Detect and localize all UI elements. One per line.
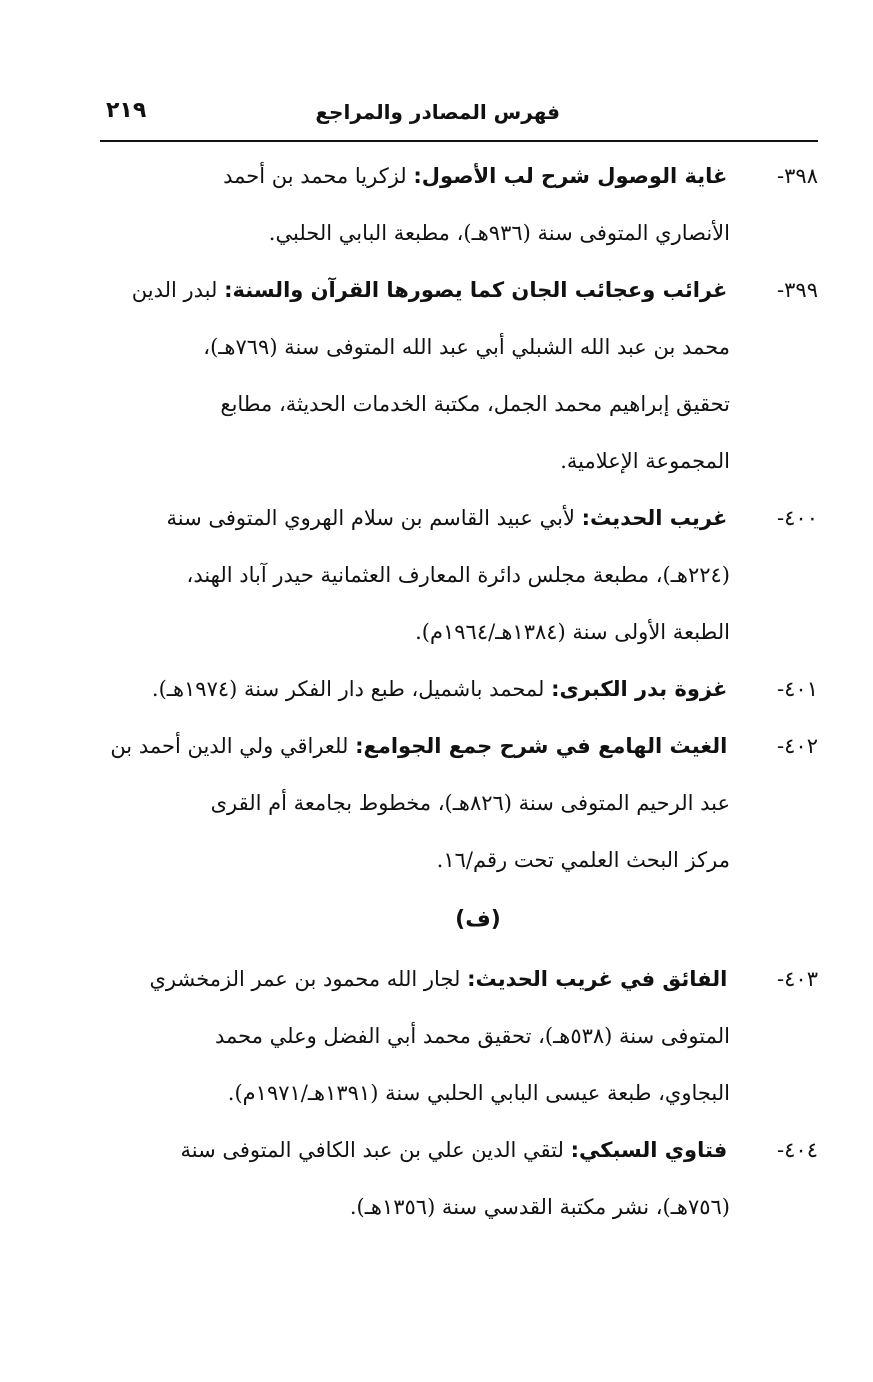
- bibliography-entry: [98, 490, 818, 661]
- entry-number: ٣٩٩-: [777, 278, 818, 302]
- entry-title: غزوة بدر الكبرى:: [551, 677, 728, 701]
- entry-text: للعراقي ولي الدين أحمد بن: [110, 734, 349, 758]
- entry-line: الأنصاري المتوفى سنة (٩٣٦هـ)، مطبعة البابي الحلبي.: [268, 221, 730, 245]
- bibliography-list: [98, 148, 818, 1236]
- entry-title: الغيث الهامع في شرح جمع الجوامع:: [355, 734, 728, 758]
- entry-line: المتوفى سنة (٥٣٨هـ)، تحقيق محمد أبي الفضل وعلي محمد: [214, 1024, 730, 1048]
- entry-number: ٤٠٤-: [777, 1138, 818, 1162]
- entry-line: تحقيق إبراهيم محمد الجمل، مكتبة الخدمات الحديثة، مطابع: [220, 392, 730, 416]
- entry-line: (٢٢٤هـ)، مطبعة مجلس دائرة المعارف العثمانية حيدر آباد الهند،: [186, 563, 730, 587]
- section-heading: (ف): [455, 907, 501, 932]
- entry-line: البجاوي، طبعة عيسى البابي الحلبي سنة (١٣٩١هـ/١٩٧١م).: [227, 1081, 730, 1105]
- entry-number: ٣٩٨-: [777, 164, 818, 188]
- entry-line: الطبعة الأولى سنة (١٣٨٤هـ/١٩٦٤م).: [415, 620, 730, 644]
- running-title: فهرس المصادر والمراجع: [315, 100, 560, 124]
- entry-line: عبد الرحيم المتوفى سنة (٨٢٦هـ)، مخطوط بجامعة أم القرى: [210, 791, 730, 815]
- bibliography-entry: [98, 951, 818, 1122]
- entry-text: لتقي الدين علي بن عبد الكافي المتوفى سنة: [180, 1138, 564, 1162]
- bibliography-entry: [98, 1122, 818, 1236]
- bibliography-entry: [98, 661, 818, 718]
- entry-title: الفائق في غريب الحديث:: [467, 967, 728, 991]
- bibliography-entry: [98, 148, 818, 262]
- entry-number: ٤٠٢-: [777, 734, 818, 758]
- entry-title: فتاوي السبكي:: [570, 1138, 728, 1162]
- entry-line: (٧٥٦هـ)، نشر مكتبة القدسي سنة (١٣٥٦هـ).: [349, 1195, 730, 1219]
- page-header: [100, 96, 820, 136]
- bibliography-entry: [98, 262, 818, 490]
- entry-text: لزكريا محمد بن أحمد: [223, 164, 407, 188]
- page-number: ٢١٩: [106, 98, 147, 123]
- entry-text: لجار الله محمود بن عمر الزمخشري: [149, 967, 461, 991]
- entry-line: المجموعة الإعلامية.: [560, 449, 730, 473]
- entry-number: ٤٠٣-: [777, 967, 818, 991]
- entry-text: لأبي عبيد القاسم بن سلام الهروي المتوفى سنة: [166, 506, 575, 530]
- entry-number: ٤٠١-: [777, 677, 818, 701]
- entry-title: غريب الحديث:: [581, 506, 728, 530]
- bibliography-entry: [98, 718, 818, 889]
- entry-text: لمحمد باشميل، طبع دار الفكر سنة (١٩٧٤هـ).: [151, 677, 545, 701]
- header-rule: [100, 140, 818, 142]
- entry-title: غرائب وعجائب الجان كما يصورها القرآن والسنة:: [224, 278, 728, 302]
- entry-title: غاية الوصول شرح لب الأصول:: [413, 164, 728, 188]
- entry-line: محمد بن عبد الله الشبلي أبي عبد الله المتوفى سنة (٧٦٩هـ)،: [203, 335, 730, 359]
- entry-number: ٤٠٠-: [777, 506, 818, 530]
- entry-text: لبدر الدين: [131, 278, 218, 302]
- entry-line: مركز البحث العلمي تحت رقم/١٦.: [436, 848, 730, 872]
